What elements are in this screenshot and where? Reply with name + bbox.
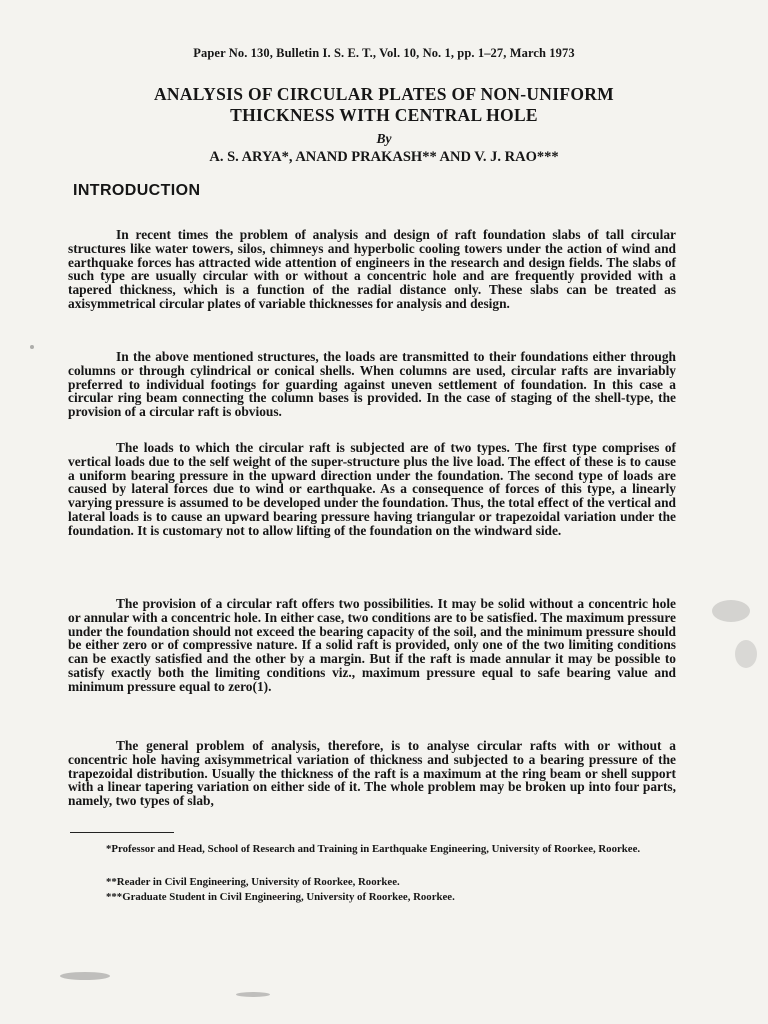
- paragraph-3: The loads to which the circular raft is subjected are of two types. The first type comprises of vertical loads due to the self weight of the super-structure plus the live load. The effect of these is to cause a uniform bearing pressure in the upward direction under the foundation. The second type of loads are caused by lateral forces due to wind or earthquake. As a consequence of forces of this type, a linearly varying pressure is assumed to be developed under the foundation. Thus, the total effect of the vertical and lateral loads is to cause an upward bearing pressure having triangular or trapezoidal variation under the foundation. It is customary not to allow lifting of the foundation on the windward side.: [68, 440, 676, 538]
- journal-citation: Paper No. 130, Bulletin I. S. E. T., Vol. 10, No. 1, pp. 1–27, March 1973: [193, 46, 575, 60]
- paper-title-line-1: ANALYSIS OF CIRCULAR PLATES OF NON-UNIFORM: [153, 84, 615, 104]
- scan-speck: [30, 345, 34, 349]
- scan-speck: [735, 640, 757, 668]
- scan-speck: [236, 992, 270, 997]
- scan-speck: [60, 972, 110, 980]
- paper-title-line-2: THICKNESS WITH CENTRAL HOLE: [230, 105, 538, 125]
- footnote-divider: [70, 832, 174, 833]
- paragraph-4: The provision of a circular raft offers two possibilities. It may be solid without a concentric hole or annular with a concentric hole. In either case, two conditions are to be satisfied. The maximum pressure under the foundation should not exceed the bearing capacity of the soil, and the minimum pressure should be either zero or of compressive nature. If a solid raft is provided, only one of the two limiting conditions can be exactly satisfied and the other by a margin. But if the raft is made annular it may be possible to satisfy exactly both the limiting conditions viz., maximum pressure equal to safe bearing value and minimum pressure equal to zero(1).: [68, 596, 676, 694]
- paragraph-2: In the above mentioned structures, the loads are transmitted to their foundations either through columns or through cylindrical or conical shells. When columns are used, circular rafts are invariably preferred to individual footings for guarding against uneven settlement of foundation. In this case a circular ring beam connecting the column bases is provided. In the case of staging of the shell-type, the provision of a circular raft is obvious.: [68, 349, 676, 420]
- by-label: By: [376, 131, 392, 146]
- author-list: A. S. ARYA*, ANAND PRAKASH** AND V. J. RAO***: [209, 149, 559, 165]
- paragraph-5: The general problem of analysis, therefore, is to analyse circular rafts with or without a concentric hole having axisymmetrical variation of thickness and subjected to a bearing pressure of the trapezoidal distribution. Usually the thickness of the raft is a maximum at the ring beam or shell support with a linear tapering variation on either side of it. The whole problem may be broken up into four parts, namely, two types of slab,: [68, 738, 676, 809]
- section-heading: INTRODUCTION: [73, 182, 201, 199]
- footnote-3: ***Graduate Student in Civil Engineering, University of Roorkee, Roorkee.: [106, 891, 455, 903]
- footnote-1: *Professor and Head, School of Research and Training in Earthquake Engineering, University of Roorkee, Roorkee.: [106, 843, 641, 855]
- footnote-2: **Reader in Civil Engineering, University of Roorkee, Roorkee.: [106, 876, 400, 888]
- paper-title: [0, 84, 768, 126]
- paragraph-1: In recent times the problem of analysis and design of raft foundation slabs of tall circular structures like water towers, silos, chimneys and hyperbolic cooling towers under the action of wind and earthquake forces has attracted wide attention of engineers in the research and design fields. The slabs of such type are usually circular with or without a concentric hole and are frequently provided with a tapered thickness, which is a function of the radial distance only. These slabs can be treated as axisymmetrical circular plates of variable thicknesses for analysis and design.: [68, 227, 676, 311]
- scan-speck: [712, 600, 750, 622]
